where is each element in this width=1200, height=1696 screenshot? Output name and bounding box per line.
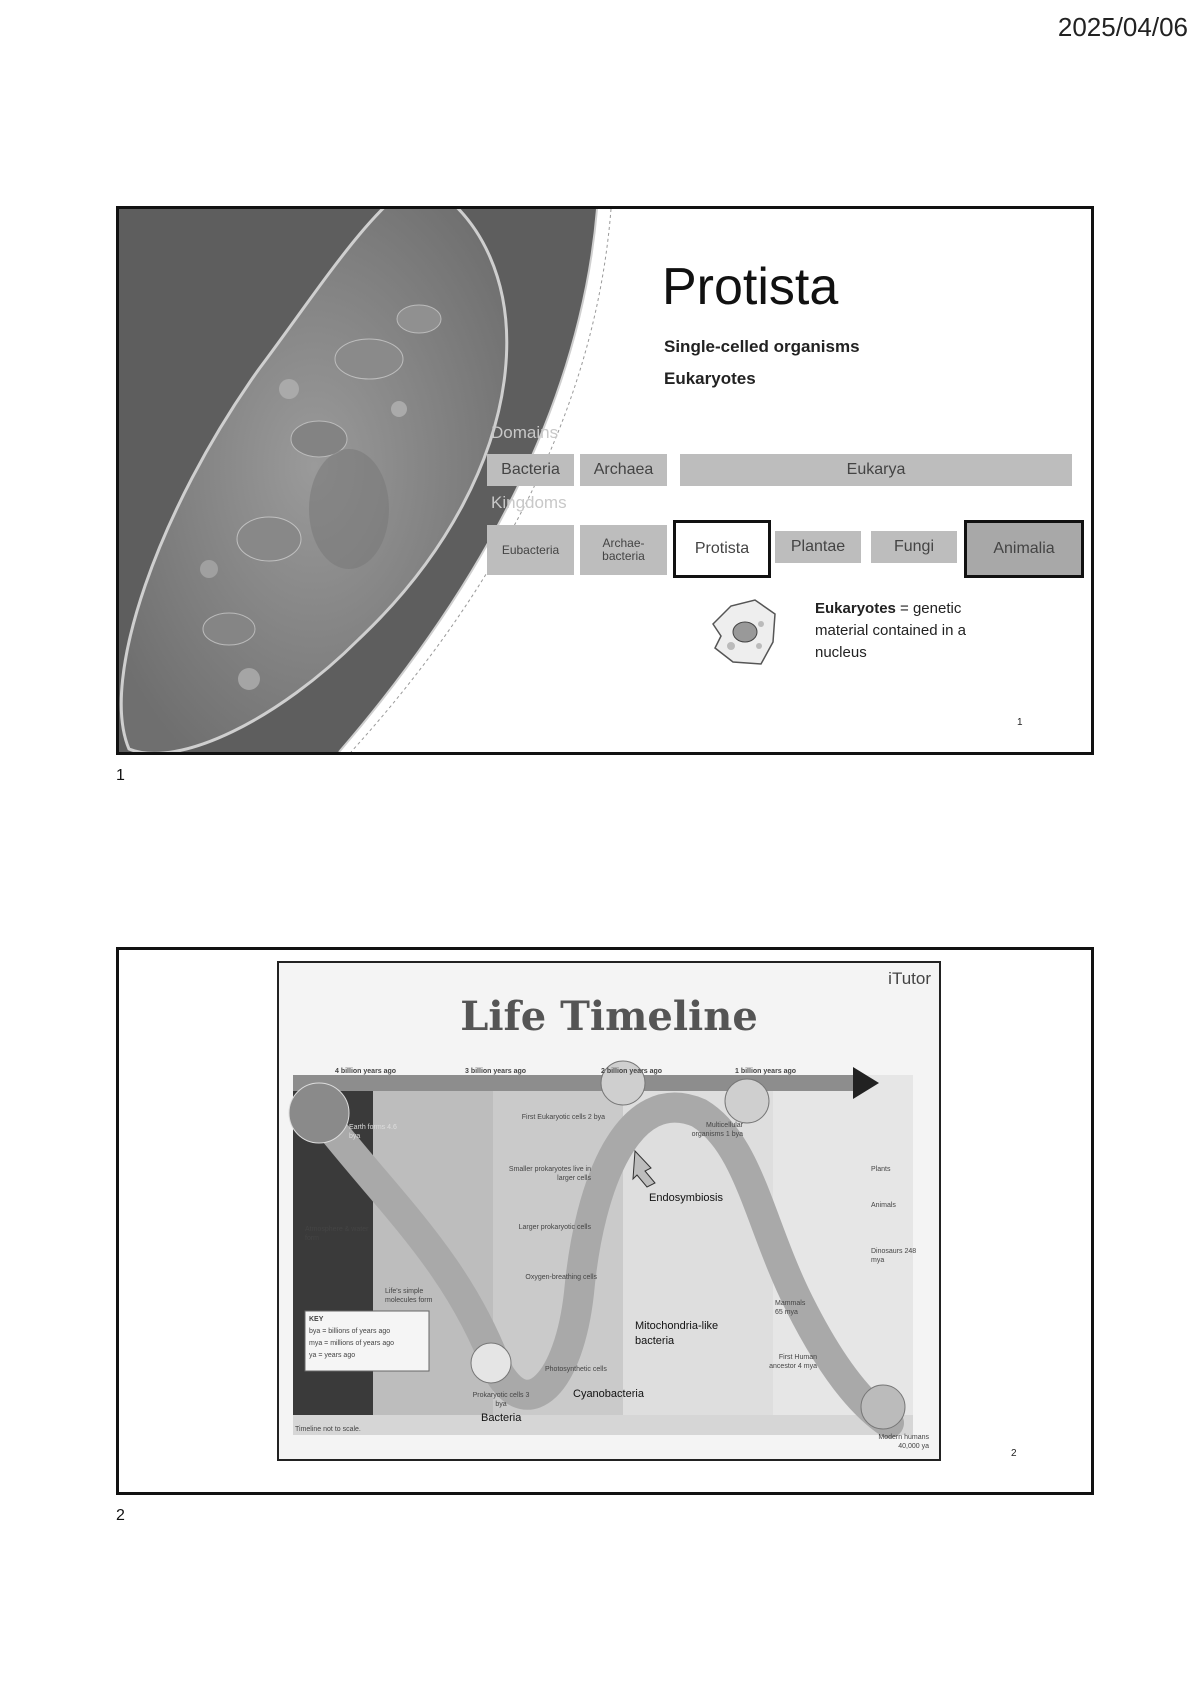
annotation-mitochondria: Mitochondria-like bacteria: [635, 1320, 719, 1347]
timescale-1bya: 1 billion years ago: [735, 1068, 797, 1075]
key-title: KEY: [309, 1316, 324, 1323]
brand-logo: iTutor: [888, 969, 931, 988]
kingdoms-label: Kingdoms: [491, 493, 567, 512]
slide-2: [116, 947, 1094, 1495]
life-timeline-image: [277, 961, 941, 1461]
print-date: 2025/04/06: [1057, 12, 1188, 42]
kingdom-eubacteria: Eubacteria: [487, 525, 574, 575]
event-larger-prokaryotic: Larger prokaryotic cells: [518, 1224, 591, 1231]
scale-note: Timeline not to scale.: [295, 1426, 361, 1433]
slide-1: [116, 206, 1094, 755]
event-modern-humans: Modern humans 40,000 ya: [878, 1434, 929, 1450]
event-mammals: Mammals 65 mya: [775, 1300, 806, 1316]
event-multicellular: Multicellular organisms 1 bya: [691, 1122, 743, 1138]
eukaryote-definition: [815, 598, 1015, 664]
event-simple-molecules: Life's simple molecules form: [385, 1288, 433, 1304]
annotation-bacteria: Bacteria: [481, 1412, 522, 1424]
note-text: = genetic material contained in a nucleus: [815, 600, 966, 661]
key-bya: bya = billions of years ago: [309, 1328, 391, 1335]
event-human-ancestor: First Human ancestor 4 mya: [769, 1354, 817, 1370]
note-bold-term: Eukaryotes: [815, 600, 896, 617]
key-ya: ya = years ago: [309, 1352, 356, 1359]
domains-label: Domains: [491, 423, 559, 442]
event-atmosphere: Atmosphere & water form: [305, 1226, 369, 1242]
kingdom-protista: Protista: [673, 520, 771, 578]
event-earth-forms: Earth forms 4.6 bya: [349, 1124, 397, 1140]
event-prokaryotic-cells: Prokaryotic cells 3 bya: [472, 1392, 530, 1408]
slide-number: 1: [1017, 717, 1023, 728]
page-number-2: 2: [116, 1507, 125, 1524]
kingdom-animalia: Animalia: [964, 520, 1084, 578]
event-oxygen-breathing: Oxygen-breathing cells: [525, 1274, 597, 1281]
slide-number: 2: [1011, 1448, 1017, 1459]
timescale-3bya: 3 billion years ago: [465, 1068, 527, 1075]
kingdom-fungi: Fungi: [871, 531, 957, 563]
kingdom-archaebacteria: Archae- bacteria: [580, 525, 667, 575]
event-plants: Plants: [871, 1166, 891, 1173]
event-dinosaurs: Dinosaurs 248 mya: [871, 1248, 917, 1264]
domain-archaea: Archaea: [580, 454, 667, 486]
kingdom-plantae: Plantae: [775, 531, 861, 563]
annotation-cyanobacteria: Cyanobacteria: [573, 1388, 644, 1400]
animal-cell-icon: [703, 594, 785, 670]
timescale-2bya: 2 billion years ago: [601, 1068, 663, 1075]
timeline-graphic: [279, 963, 939, 1459]
key-mya: mya = millions of years ago: [309, 1340, 395, 1347]
event-photosynthetic: Photosynthetic cells: [545, 1366, 607, 1373]
domain-eukarya: Eukarya: [680, 454, 1072, 486]
event-animals: Animals: [871, 1202, 896, 1209]
domain-bacteria: Bacteria: [487, 454, 574, 486]
bullet-eukaryotes: Eukaryotes: [664, 369, 756, 388]
event-smaller-prokaryotes: Smaller prokaryotes live in larger cells: [508, 1166, 591, 1182]
timescale-4bya: 4 billion years ago: [335, 1068, 397, 1075]
annotation-endosymbiosis: Endosymbiosis: [649, 1192, 723, 1204]
page-number-1: 1: [116, 767, 125, 784]
slide-title: Protista: [662, 258, 839, 316]
timeline-title: Life Timeline: [460, 993, 758, 1040]
event-first-eukaryotic: First Eukaryotic cells 2 bya: [521, 1114, 605, 1121]
bullet-single-celled: Single-celled organisms: [664, 337, 860, 356]
